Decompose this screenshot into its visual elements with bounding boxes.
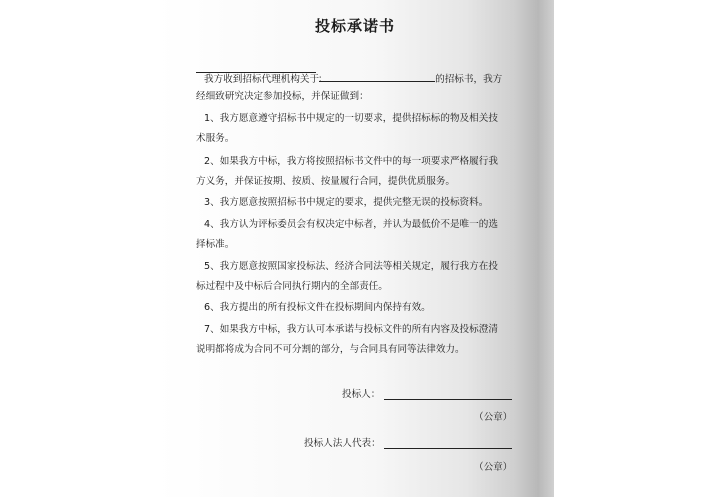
- item-6-line-1: 6、我方提出的所有投标文件在投标期间内保持有效。: [204, 302, 431, 313]
- item-4-line-2: 择标准。: [196, 239, 235, 250]
- bidder-label: 投标人：: [342, 389, 381, 400]
- intro-text-a: 我方收到招标代理机构关于: [204, 74, 320, 85]
- item-1-line-2: 术服务。: [196, 133, 235, 144]
- item-3-line-1: 3、我方愿意按照招标书中规定的要求，提供完整无误的投标资料。: [204, 197, 489, 208]
- project-blank-line: [319, 72, 435, 82]
- legal-rep-seal-label: （公章）: [474, 462, 513, 473]
- legal-rep-signature-line: [384, 448, 512, 449]
- item-4-line-1: 4、我方认为评标委员会有权决定中标者，并认为最低价不是唯一的选: [204, 219, 498, 230]
- item-2-line-1: 2、如果我方中标，我方将按照招标书文件中的每一项要求严格履行我: [204, 156, 498, 167]
- item-7-line-1: 7、如果我方中标，我方认可本承诺与投标文件的所有内容及投标澄清: [204, 324, 498, 335]
- document-title: 投标承诺书: [314, 17, 395, 35]
- item-7-line-2: 说明都将成为合同不可分割的部分，与合同具有同等法律效力。: [196, 344, 465, 355]
- item-5-line-1: 5、我方愿意按照国家投标法、经济合同法等相关规定，履行我方在投: [204, 261, 498, 272]
- item-1-line-1: 1、我方愿意遵守招标书中规定的一切要求，提供招标标的物及相关技: [204, 113, 498, 124]
- legal-rep-label: 投标人法人代表：: [304, 438, 381, 449]
- bidder-signature-line: [384, 399, 512, 400]
- intro-line-1: [204, 72, 502, 86]
- item-2-line-2: 方义务，并保证按期、按质、按量履行合同，提供优质服务。: [196, 176, 456, 187]
- document-page: [156, 0, 554, 497]
- bidder-seal-label: （公章）: [474, 412, 513, 423]
- intro-line-2: 经细致研究决定参加投标，并保证做到：: [196, 91, 369, 102]
- item-5-line-2: 标过程中及中标后合同执行期内的全部责任。: [196, 281, 388, 292]
- intro-text-b: 的招标书，我方: [435, 74, 503, 85]
- addressee-colon: ：: [318, 74, 328, 85]
